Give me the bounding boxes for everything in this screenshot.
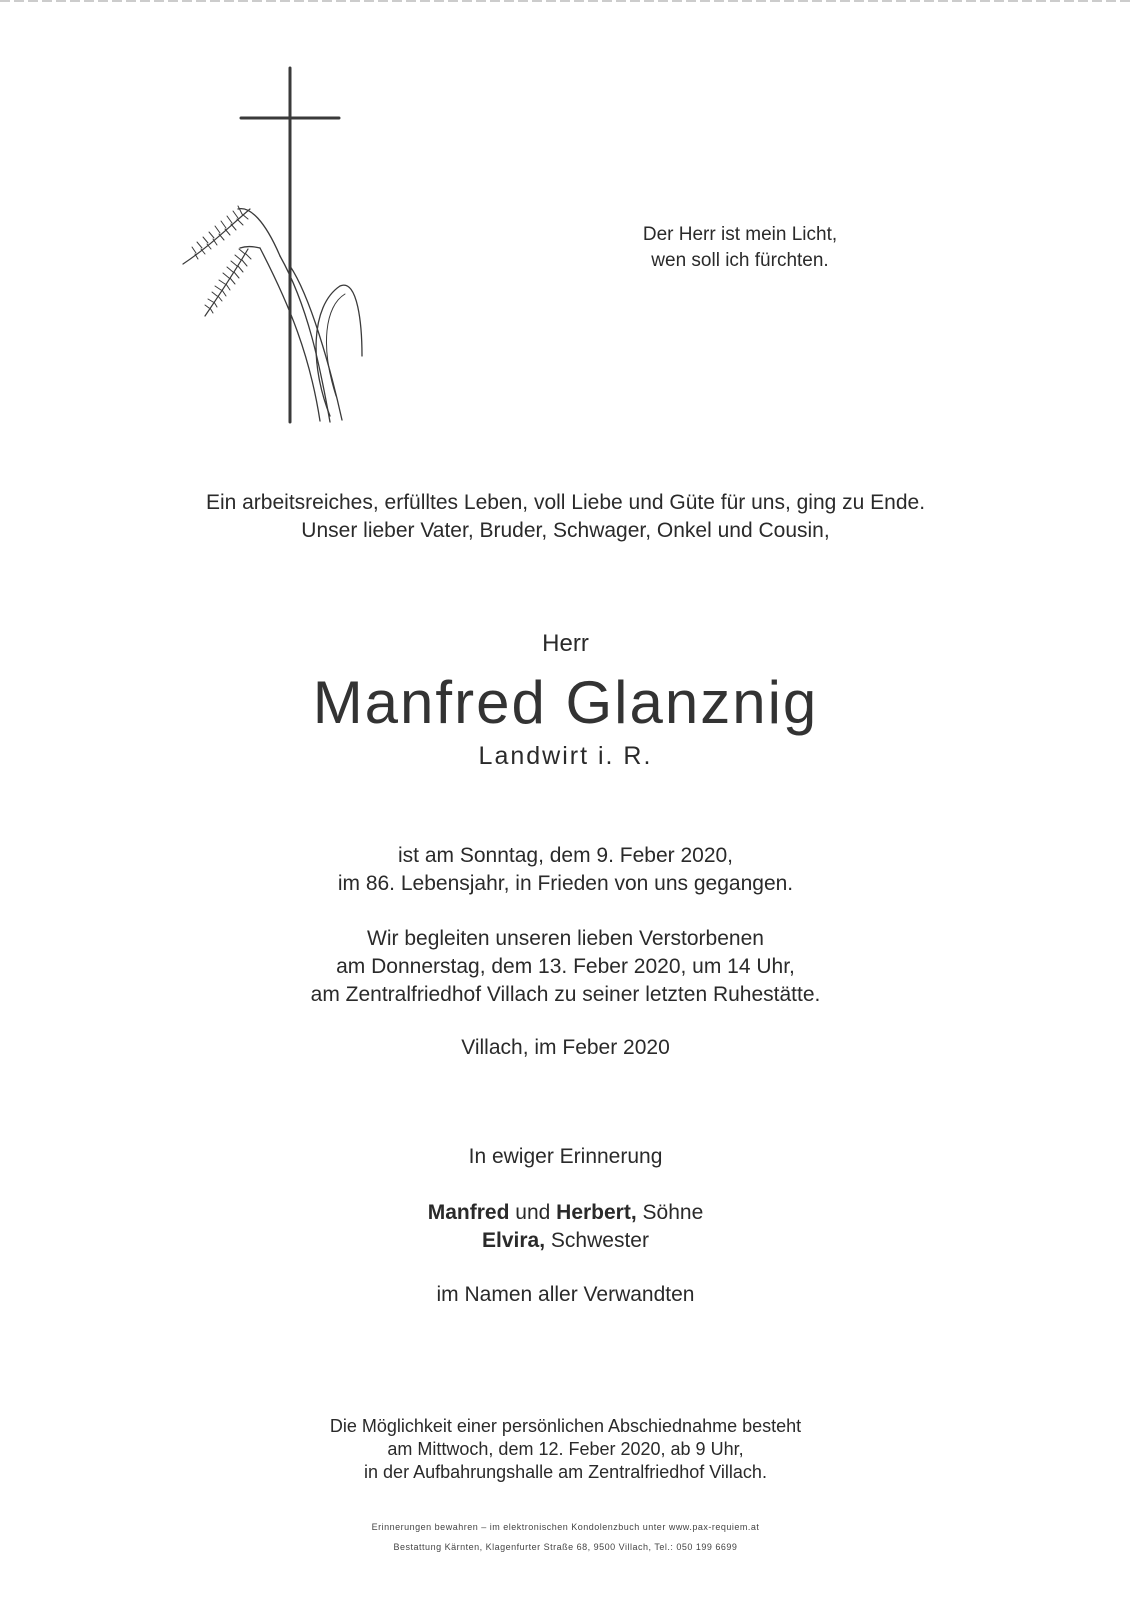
funeral-info bbox=[0, 925, 1131, 1009]
funeral-line: am Zentralfriedhof Villach zu seiner letzten Ruhestätte. bbox=[310, 983, 821, 1006]
family-list bbox=[0, 1199, 1131, 1255]
funeral-line: Wir begleiten unseren lieben Verstorbenen bbox=[367, 927, 764, 950]
footer-line: Bestattung Kärnten, Klagenfurter Straße 68, 9500 Villach, Tel.: 050 199 6699 bbox=[393, 1542, 738, 1552]
intro-line: Unser lieber Vater, Bruder, Schwager, Onkel und Cousin, bbox=[301, 519, 830, 542]
scan-edge-divider bbox=[0, 0, 1131, 2]
funeral-line: am Donnerstag, dem 13. Feber 2020, um 14 Uhr, bbox=[336, 955, 795, 978]
family-sons bbox=[0, 1199, 1131, 1227]
footer bbox=[0, 1517, 1131, 1557]
farewell-line: in der Aufbahrungshalle am Zentralfriedhof Villach. bbox=[364, 1462, 767, 1482]
farewell-info bbox=[0, 1415, 1131, 1484]
death-line: ist am Sonntag, dem 9. Feber 2020, bbox=[397, 844, 734, 867]
conjunction: und bbox=[509, 1201, 557, 1224]
motto-line: Der Herr ist mein Licht, bbox=[642, 224, 838, 245]
sister-name: Elvira, bbox=[482, 1229, 546, 1252]
place-date: Villach, im Feber 2020 bbox=[461, 1036, 670, 1059]
intro-line: Ein arbeitsreiches, erfülltes Leben, voll Liebe und Güte für uns, ging zu Ende. bbox=[205, 491, 926, 514]
relation-label: Söhne bbox=[636, 1201, 704, 1224]
intro-text bbox=[0, 489, 1131, 545]
motto-line: wen soll ich fürchten. bbox=[651, 250, 829, 271]
son-name: Herbert, bbox=[556, 1201, 637, 1224]
death-line: im 86. Lebensjahr, in Frieden von uns gegangen. bbox=[337, 872, 794, 895]
death-notice bbox=[0, 842, 1131, 898]
relation-label: Schwester bbox=[545, 1229, 649, 1252]
farewell-line: am Mittwoch, dem 12. Feber 2020, ab 9 Uhr, bbox=[387, 1439, 744, 1459]
salutation: Herr bbox=[542, 630, 589, 657]
deceased-title: Landwirt i. R. bbox=[478, 742, 653, 770]
son-name: Manfred bbox=[427, 1201, 510, 1224]
memory-heading: In ewiger Erinnerung bbox=[468, 1145, 663, 1168]
cross-with-wheat-icon bbox=[180, 66, 380, 436]
farewell-line: Die Möglichkeit einer persönlichen Abschiednahme besteht bbox=[329, 1416, 802, 1436]
footer-line: Erinnerungen bewahren – im elektronischen Kondolenzbuch unter www.pax-requiem.at bbox=[371, 1522, 760, 1532]
family-sister bbox=[0, 1227, 1131, 1255]
bible-motto bbox=[600, 222, 880, 274]
relatives-note: im Namen aller Verwandten bbox=[436, 1283, 695, 1306]
deceased-name: Manfred Glanznig bbox=[312, 669, 819, 736]
